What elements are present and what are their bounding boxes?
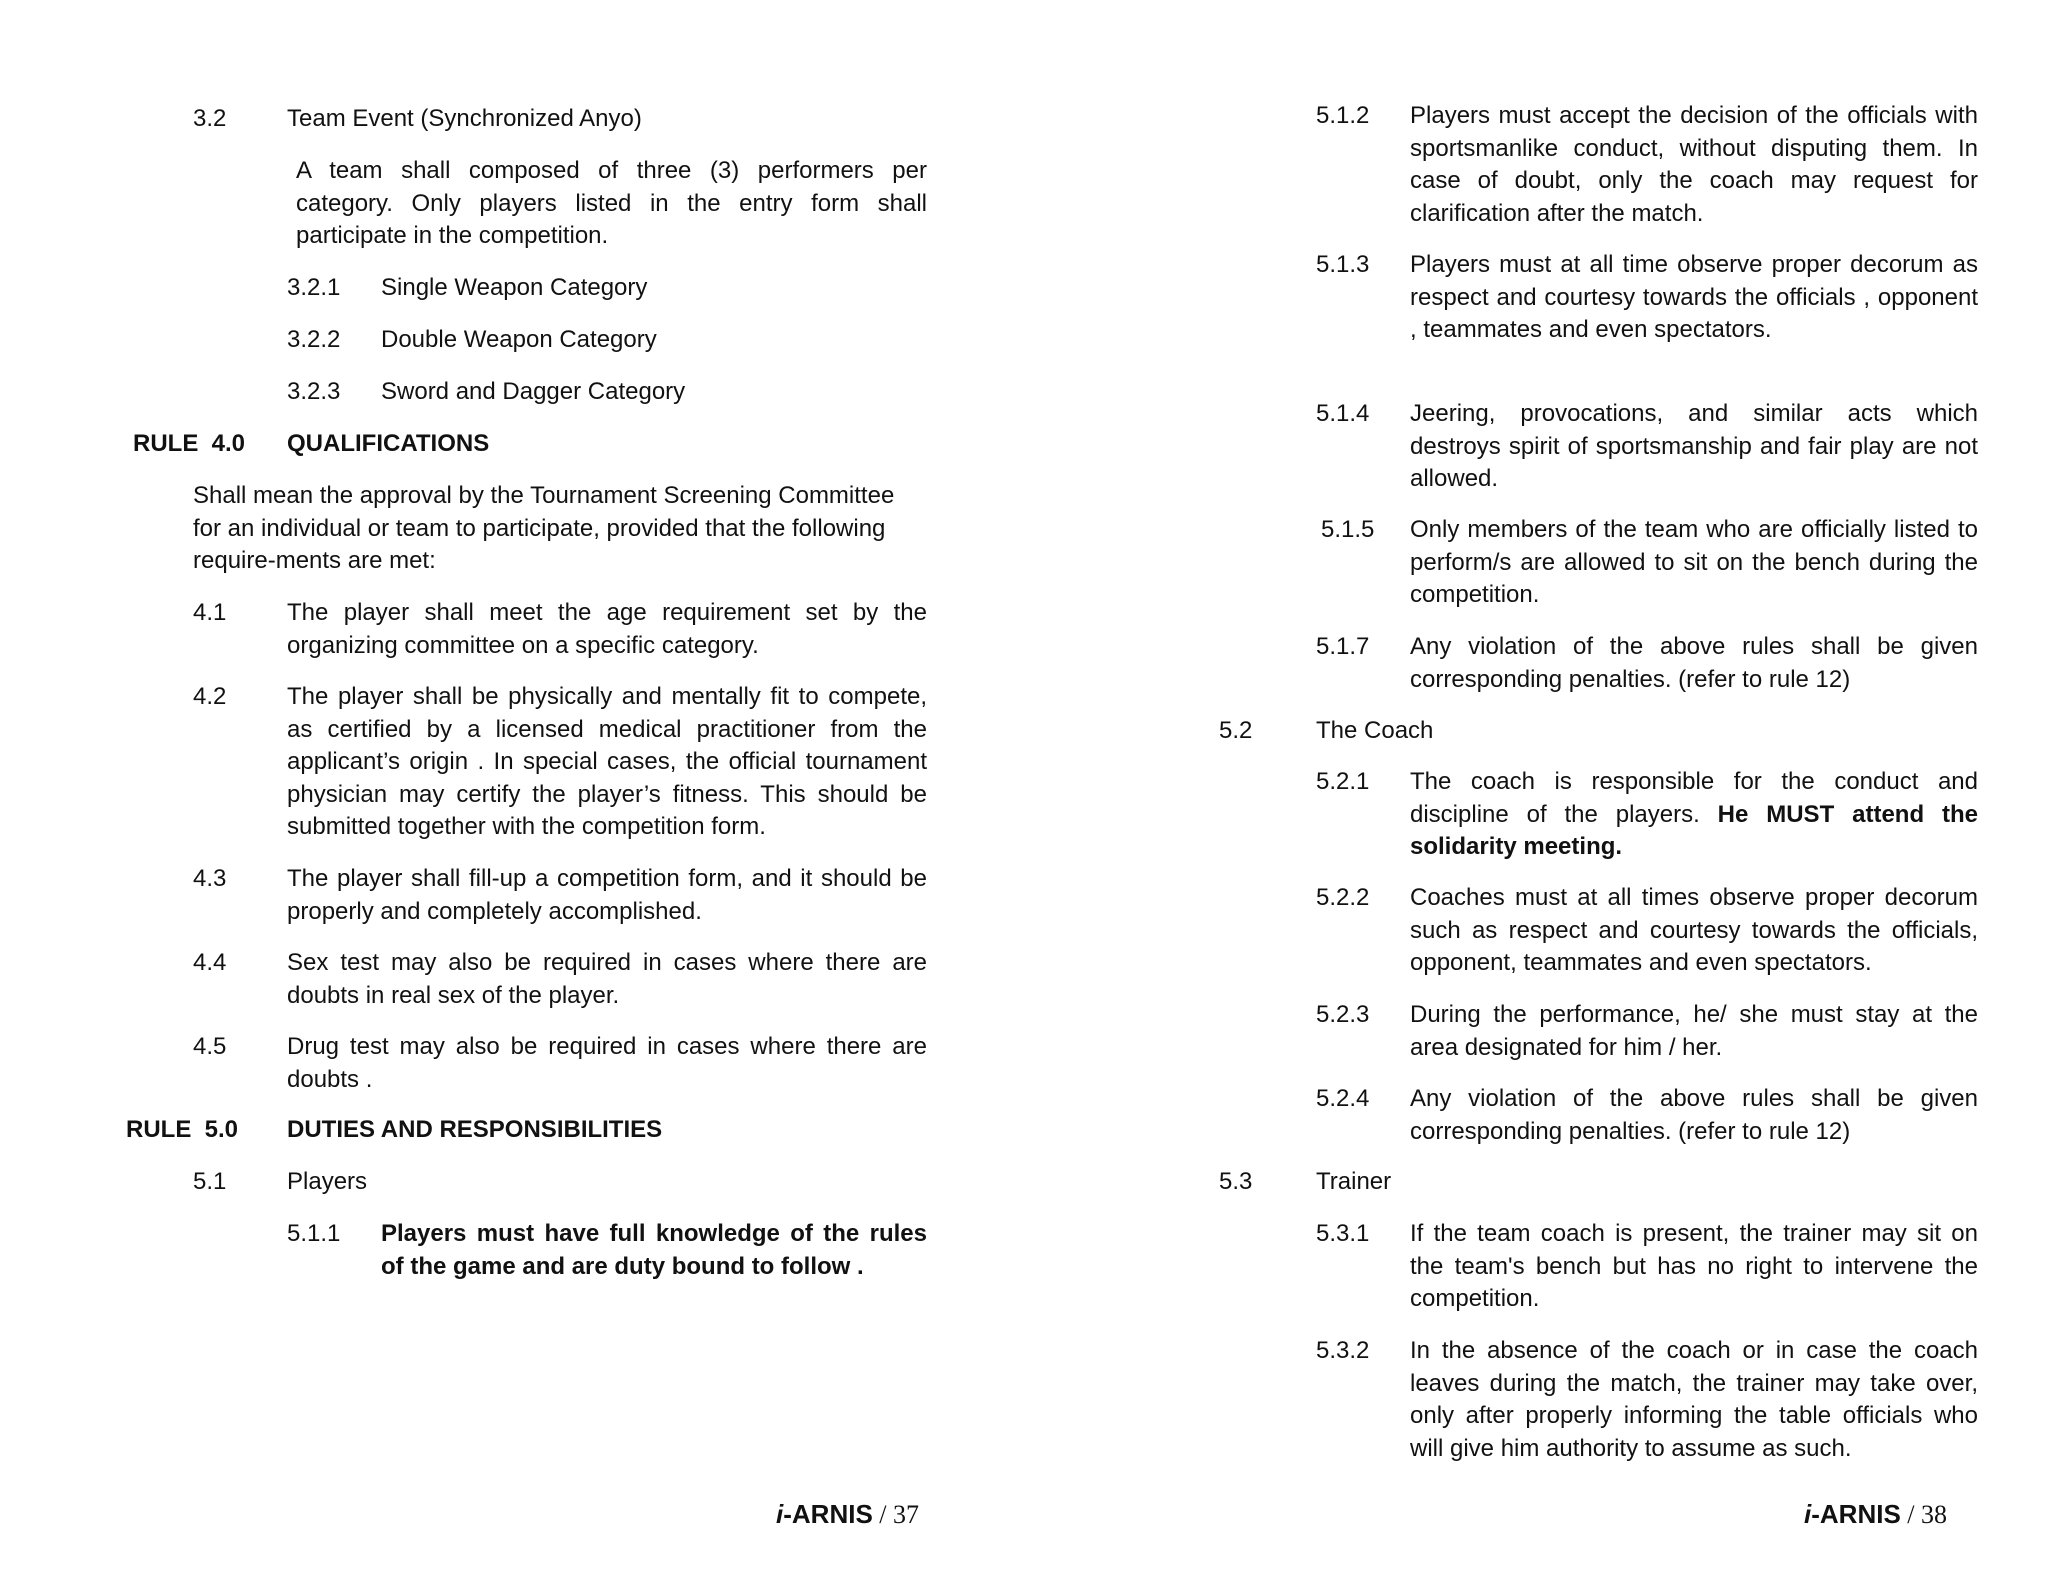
subsection-number: 3.2.3 — [287, 378, 341, 405]
section-body: The player shall meet the age requirement set by the organizing committee on a specific category. — [287, 599, 927, 659]
section-number: 4.3 — [193, 865, 227, 892]
section-body: The player shall be physically and mentally fit to compete, as certified by a licensed medical practitioner from the applicant’s origin . In special cases, the official tournament physician may certify the player’s fitness. This should be submitted together with the competition form. — [287, 683, 927, 840]
section-number: 4.5 — [193, 1033, 227, 1060]
subsection-body: If the team coach is present, the trainer may sit on the team's bench but has no right to intervene the competition. — [1410, 1220, 1978, 1312]
section-title: Players — [287, 1168, 368, 1195]
subsection-body: In the absence of the coach or in case the coach leaves during the match, the trainer may take over, only after properly informing the table officials who will give him authority to assume as such. — [1410, 1337, 1978, 1462]
subsection-body: Coaches must at all times observe proper decorum such as respect and courtesy towards the officials, opponent, teammates and even spectators. — [1410, 884, 1978, 976]
subsection-number: 5.2.1 — [1316, 768, 1370, 795]
subsection-number: 5.3.1 — [1316, 1220, 1370, 1247]
subsection-number: 5.3.2 — [1316, 1337, 1370, 1364]
subsection-title: Double Weapon Category — [381, 326, 657, 353]
page-footer — [776, 1498, 919, 1532]
footer-brand: i-ARNIS — [1804, 1499, 1901, 1529]
footer-brand: i-ARNIS — [776, 1499, 873, 1529]
section-number: 5.2 — [1219, 717, 1253, 744]
subsection-number: 5.1.2 — [1316, 102, 1370, 129]
subsection-number: 3.2.1 — [287, 274, 341, 301]
section-number: 4.2 — [193, 683, 227, 710]
rule-heading: QUALIFICATIONS — [287, 430, 490, 457]
emphasis-text: He MUST attend the solidarity meeting. — [1410, 800, 1978, 860]
subsection-number: 5.1.4 — [1316, 400, 1370, 427]
page-number: / 38 — [1900, 1500, 1948, 1529]
section-title: Team Event (Synchronized Anyo) — [287, 105, 642, 132]
section-number: 4.1 — [193, 599, 227, 626]
subsection-number: 5.2.4 — [1316, 1085, 1370, 1112]
section-number: 3.2 — [193, 105, 227, 132]
subsection-number: 5.1.1 — [287, 1220, 341, 1247]
subsection-body: Players must accept the decision of the officials with sportsmanlike conduct, without disputing them. In case of doubt, only the coach may request for clarification after the match. — [1410, 102, 1978, 227]
subsection-body: Only members of the team who are officially listed to perform/s are allowed to sit on the bench during the competition. — [1410, 516, 1978, 608]
section-title: Trainer — [1316, 1168, 1392, 1195]
right-page — [1024, 0, 2048, 1582]
subsection-body: Jeering, provocations, and similar acts which destroys spirit of sportsmanship and fair play are not allowed. — [1410, 400, 1978, 492]
subsection-number: 5.1.7 — [1316, 633, 1370, 660]
subsection-body: Players must have full knowledge of the rules of the game and are duty bound to follow . — [381, 1220, 927, 1280]
subsection-number: 3.2.2 — [287, 326, 341, 353]
rule-heading: DUTIES AND RESPONSIBILITIES — [287, 1116, 663, 1143]
subsection-body: Any violation of the above rules shall be given corresponding penalties. (refer to rule 12) — [1410, 1085, 1978, 1145]
page-number: / 37 — [872, 1500, 920, 1529]
subsection-number: 5.2.2 — [1316, 884, 1370, 911]
rule-number: RULE 5.0 — [126, 1116, 239, 1143]
section-body: The player shall fill-up a competition form, and it should be properly and completely accomplished. — [287, 865, 927, 925]
subsection-number: 5.1.3 — [1316, 251, 1370, 278]
section-body: Sex test may also be required in cases where there are doubts in real sex of the player. — [287, 949, 927, 1009]
rule-body: Shall mean the approval by the Tournament Screening Committee for an individual or team to participate, provided that the following require-ments are met: — [193, 482, 895, 574]
rule-number: RULE 4.0 — [133, 430, 246, 457]
section-number: 4.4 — [193, 949, 227, 976]
subsection-number: 5.2.3 — [1316, 1001, 1370, 1028]
subsection-number: 5.1.5 — [1321, 516, 1375, 543]
subsection-body: Any violation of the above rules shall be given corresponding penalties. (refer to rule 12) — [1410, 633, 1978, 693]
section-title: The Coach — [1316, 717, 1434, 744]
subsection-body: Players must at all time observe proper decorum as respect and courtesy towards the officials , opponent , teammates and even spectators. — [1410, 251, 1978, 343]
subsection-title: Single Weapon Category — [381, 274, 648, 301]
section-body: A team shall composed of three (3) performers per category. Only players listed in the entry form shall participate in the competition. — [296, 157, 927, 249]
section-number: 5.3 — [1219, 1168, 1253, 1195]
page-footer — [1804, 1498, 1947, 1532]
subsection-body: The coach is responsible for the conduct and discipline of the players. He MUST attend the solidarity meeting. — [1410, 768, 1978, 860]
subsection-title: Sword and Dagger Category — [381, 378, 686, 405]
section-body: Drug test may also be required in cases where there are doubts . — [287, 1033, 927, 1093]
section-number: 5.1 — [193, 1168, 227, 1195]
subsection-body: During the performance, he/ she must stay at the area designated for him / her. — [1410, 1001, 1978, 1061]
